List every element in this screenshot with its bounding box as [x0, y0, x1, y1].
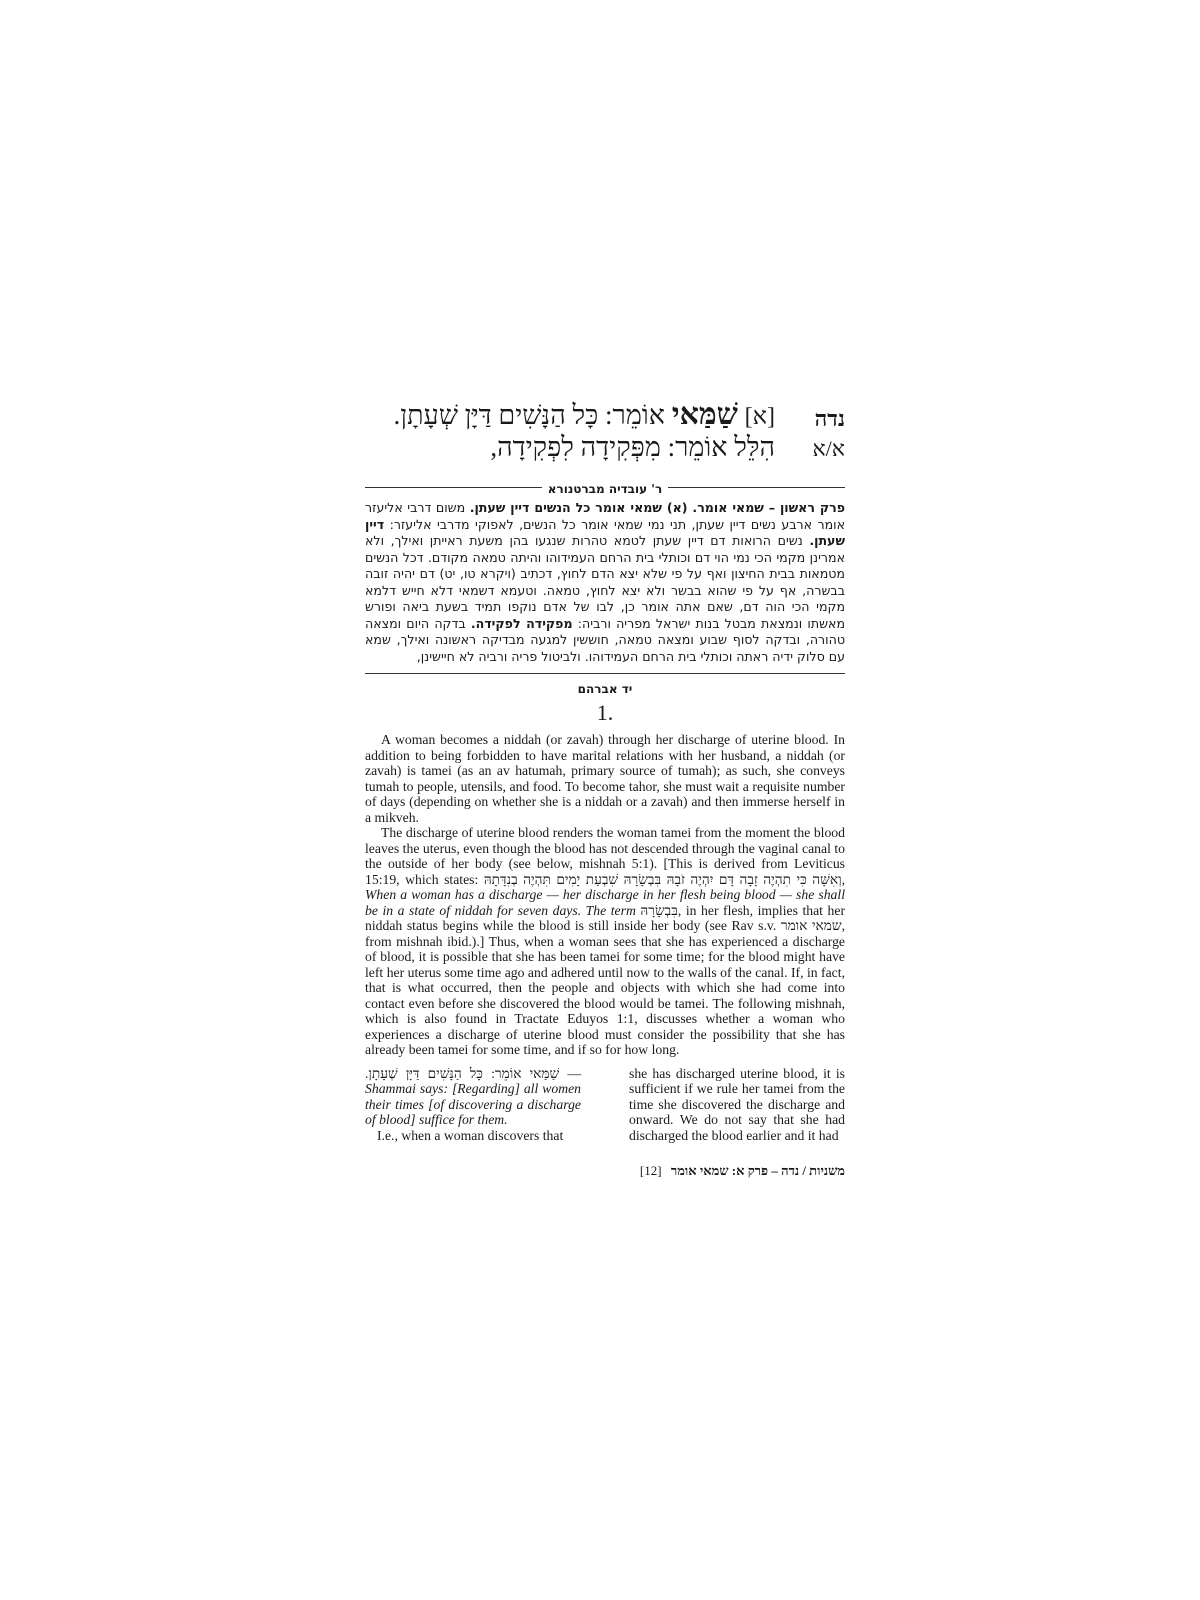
intro-paragraph-1: A woman becomes a niddah (or zavah) through her discharge of uterine blood. In addition to being forbidden to have marital relations with her husband, a niddah (or zavah) is tamei (as an av hatumah, primary source of tumah); as such, she conveys tumah to people, utensils, and food. To become tahor, she must wait a requisite number of days (depending on whether she is a niddah or a zavah) and then immerse herself in a mikveh. [365, 732, 845, 825]
mishnah-marker: [א] [744, 404, 775, 430]
lemma-dash: — [559, 1065, 581, 1081]
commentary-heading-2: דיין שעתן. [365, 516, 845, 548]
bartenura-commentary [365, 500, 845, 665]
opening-word: שַׁמַּאי [671, 398, 738, 431]
intro-p2-part-a: The discharge of uterine blood renders the woman tamei from the moment the blood leaves the uterus, even though the blood has not descended through the vaginal canal to the outside of her body (see below, mishnah 5:1). [This is derived from Leviticus 15:19, which states: [365, 825, 845, 887]
right-column: she has discharged uterine blood, it is sufficient if we rule her tamei from the time she discovered the discharge and onward. We do not say that she had discharged the blood earlier and it had [629, 1065, 845, 1143]
commentary-paragraph-2: נשים הרואות דם דיין שעתן לטמא טהרות שנגעו בהן משעת ראייתן ואילך, ולא אמרינן מקמי הכי נמי הוי דם וכותלי בית הרחם העמידוהו והיתה טמאה מקודם. דכל הנשים מטמאות בבית החיצון ואף על פי שלא יצא הדם לחוץ, דכתיב (ויקרא טו, יט) דם יהיה זובה בבשרה, אף על פי שהוא בבשר ולא יצא לחוץ, טמאה. וטעמא דשמאי דלא חייש דלמא מקמי הכי הוה דם, שאם אתה אומר כן, לבו של אדם נוקפו תמיד בשעת ביאה ופורש מאשתו ונמצאת מבטל בנות ישראל מפריה ורביה: [365, 533, 846, 631]
running-head: משניות / נדה – פרק א: שמאי אומר [670, 1163, 845, 1178]
commentary-heading-3: מפקידה לפקידה. [470, 615, 573, 631]
page [365, 400, 845, 1179]
verse-hebrew: וְאִשָּׁה כִּי תִהְיֶה זָבָה דָּם יִהְיֶה זֹבָהּ בִּבְשָׂרָהּ שִׁבְעַת יָמִים תִּהְיֶה בְנִדָּתָהּ, [483, 871, 845, 887]
commentary-paragraph-3: בדקה היום ומצאה טהורה, ובדקה לסוף שבוע ומצאה טמאה, חוששין למגעה מבדיקה ראשונה ואילך, שמא עם סלוק ידיה ראתה וכותלי בית הרחם העמידוהו. ולביטול פריה ורביה לא חיישינן, [365, 615, 845, 664]
commentary-columns [365, 1066, 845, 1144]
section-divider [365, 673, 845, 674]
section-number: 1. [596, 700, 614, 725]
intro-p2-part-b: When a woman has a discharge — her discharge in her flesh being blood — she shall be in a state of niddah for seven days. The term [365, 887, 845, 918]
ref-hebrew: שמאי אומר, [780, 918, 845, 933]
commentary-lead: פרק ראשון – שמאי אומר. (א) שמאי אומר כל הנשים דיין שעתן. [469, 500, 845, 515]
intro-paragraph-2 [365, 825, 845, 1058]
mishnah-header [365, 400, 845, 468]
left-translation: Shammai says: [Regarding] all women their times [of discovering a discharge of blood] suffice for them. [365, 1081, 581, 1127]
mishnah-line-1 [365, 400, 775, 432]
mishnah-text [365, 400, 775, 462]
left-hebrew-lemma: שַׁמַּאי אוֹמֵר: כָּל הַנָּשִׁים דַּיָּן שְׁעָתָן. [365, 1065, 560, 1081]
left-text: I.e., when a woman discovers that [377, 1127, 564, 1143]
introduction [365, 732, 845, 1058]
tractate-name: נדה [814, 406, 845, 431]
page-footer [365, 1163, 845, 1179]
intro-p2-part-c: in her flesh, implies that her niddah status begins while the blood is still inside her body (see Rav s.v. [365, 902, 845, 933]
left-column [365, 1066, 581, 1144]
mishnah-line-1-rest: אוֹמֵר: כָּל הַנָּשִׁים דַּיָּן שְׁעָתָן. [393, 400, 665, 430]
mishnah-line-2: הִלֵּל אוֹמֵר: מִפְּקִידָה לִפְקִידָה, [490, 432, 775, 462]
commentary-divider [365, 480, 845, 494]
mishnah-reference: א/א [812, 436, 845, 461]
commentary-label: ר' עובדיה מברטנורא [542, 482, 668, 496]
page-number: [12] [639, 1163, 662, 1178]
yad-avraham-label: יד אברהם [577, 682, 633, 696]
commentary-paragraph-1: משום דרבי אליעזר אומר ארבע נשים דיין שעתן, תני נמי שמאי אומר כל הנשים, לאפוקי מדרבי אליעזר: [365, 500, 845, 532]
term-hebrew: בִּבְשָׂרָהּ, [640, 902, 682, 918]
intro-p2-part-d: from mishnah ibid.).] Thus, when a woman sees that she has experienced a discharge of blood, it is possible that she has been tamei for some time; for the blood might have left her uterus some time ago and adhered until now to the walls of the canal. If, in fact, that is what occurred, then the people and objects with which she had come into contact even before she discovered the blood would be tamei. The following mishnah, which is also found in Tractate Eduyos 1:1, discusses whether a woman who experiences a discharge of uterine blood must consider the possibility that she has already been tamei for some time, and if so for how long. [365, 933, 845, 1057]
